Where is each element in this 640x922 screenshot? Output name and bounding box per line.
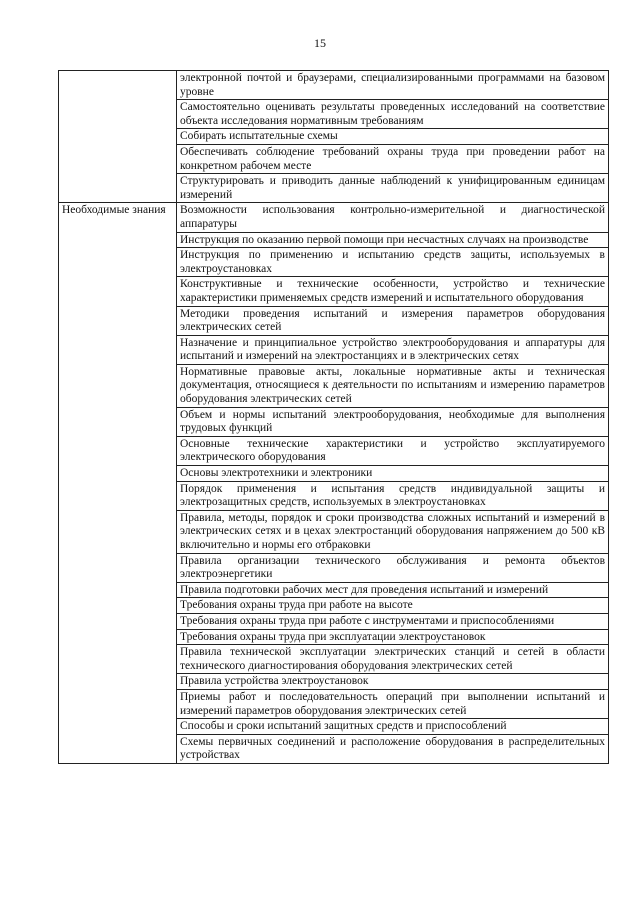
knowledge-item: Правила технической эксплуатации электрических станций и сетей в области технического диагностирования оборудования электрических сетей bbox=[177, 645, 609, 674]
knowledge-item: Правила подготовки рабочих мест для проведения испытаний и измерений bbox=[177, 582, 609, 598]
knowledge-item: Правила устройства электроустановок bbox=[177, 674, 609, 690]
knowledge-item: Схемы первичных соединений и расположение оборудования в распределительных устройствах bbox=[177, 734, 609, 763]
requirements-table bbox=[58, 70, 609, 764]
skill-item: Собирать испытательные схемы bbox=[177, 129, 609, 145]
table-row bbox=[59, 71, 609, 100]
knowledge-item: Объем и нормы испытаний электрооборудования, необходимые для выполнения трудовых функций bbox=[177, 407, 609, 436]
knowledge-item: Требования охраны труда при работе с инструментами и приспособлениями bbox=[177, 613, 609, 629]
knowledge-item: Конструктивные и технические особенности, устройство и технические характеристики применяемых средств измерений и испытательного оборудования bbox=[177, 277, 609, 306]
skill-item: Обеспечивать соблюдение требований охраны труда при проведении работ на конкретном рабочем месте bbox=[177, 144, 609, 173]
knowledge-item: Инструкция по применению и испытанию средств защиты, используемых в электроустановках bbox=[177, 248, 609, 277]
knowledge-item: Основы электротехники и электроники bbox=[177, 466, 609, 482]
table-body bbox=[59, 71, 609, 764]
knowledge-item: Приемы работ и последовательность операций при выполнении испытаний и измерений параметров оборудования электрических сетей bbox=[177, 689, 609, 718]
knowledge-item: Требования охраны труда при эксплуатации электроустановок bbox=[177, 629, 609, 645]
knowledge-item: Методики проведения испытаний и измерения параметров оборудования электрических сетей bbox=[177, 306, 609, 335]
table-row bbox=[59, 203, 609, 232]
knowledge-item: Возможности использования контрольно-измерительной и диагностической аппаратуры bbox=[177, 203, 609, 232]
skill-item: электронной почтой и браузерами, специализированными программами на базовом уровне bbox=[177, 71, 609, 100]
knowledge-item: Правила организации технического обслуживания и ремонта объектов электроэнергетики bbox=[177, 553, 609, 582]
page-number: 15 bbox=[314, 36, 326, 50]
continued-label-cell bbox=[59, 71, 177, 203]
knowledge-item: Назначение и принципиальное устройство электрооборудования и аппаратуры для испытаний и измерений на электростанциях и в электрических сетях bbox=[177, 335, 609, 364]
skill-item: Самостоятельно оценивать результаты проведенных исследований на соответствие объекта исследования нормативным требованиям bbox=[177, 100, 609, 129]
knowledge-item: Порядок применения и испытания средств индивидуальной защиты и электрозащитных средств, используемых в электроустановках bbox=[177, 481, 609, 510]
section-label-required-knowledge: Необходимые знания bbox=[59, 203, 177, 764]
knowledge-item: Способы и сроки испытаний защитных средств и приспособлений bbox=[177, 719, 609, 735]
knowledge-item: Основные технические характеристики и устройство эксплуатируемого электрического оборудования bbox=[177, 436, 609, 465]
knowledge-item: Инструкция по оказанию первой помощи при несчастных случаях на производстве bbox=[177, 232, 609, 248]
knowledge-item: Требования охраны труда при работе на высоте bbox=[177, 598, 609, 614]
skill-item: Структурировать и приводить данные наблюдений к унифицированным единицам измерений bbox=[177, 174, 609, 203]
knowledge-item: Правила, методы, порядок и сроки производства сложных испытаний и измерений в электрических сетях и в цехах электростанций оборудования напряжением до 500 кВ включительно и нормы его отбраковки bbox=[177, 510, 609, 553]
knowledge-item: Нормативные правовые акты, локальные нормативные акты и техническая документация, относящиеся к деятельности по испытаниям и измерению параметров оборудования электрических сетей bbox=[177, 364, 609, 407]
